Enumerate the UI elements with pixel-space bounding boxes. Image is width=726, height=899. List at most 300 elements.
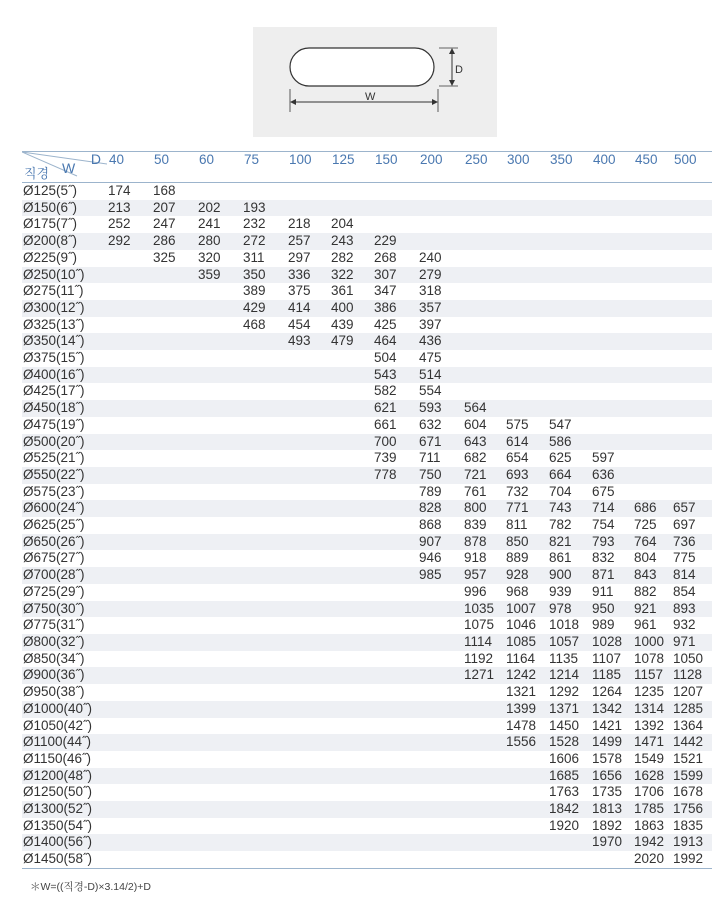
table-cell: 307 — [373, 267, 418, 284]
table-cell — [152, 333, 197, 350]
table-cell — [242, 718, 287, 735]
table-cell — [107, 651, 152, 668]
table-cell — [330, 784, 373, 801]
table-cell: 1185 — [591, 667, 633, 684]
table-row — [22, 768, 712, 785]
table-cell — [152, 434, 197, 451]
table-cell: 750 — [418, 467, 463, 484]
table-cell — [152, 718, 197, 735]
table-cell — [287, 617, 330, 634]
table-cell — [242, 484, 287, 501]
table-cell: 1164 — [506, 650, 536, 666]
table-cell — [591, 233, 633, 250]
table-cell: 743 — [548, 500, 591, 517]
table-cell: 1342 — [591, 701, 633, 718]
table-cell: 1392 — [634, 717, 665, 733]
table-row — [22, 634, 712, 651]
table-cell: 1756 — [672, 801, 712, 818]
table-cell: 322 — [330, 267, 373, 284]
row-diameter-label: Ø625(25˝) — [23, 517, 85, 533]
table-cell: 636 — [591, 467, 633, 484]
table-cell — [373, 550, 418, 567]
corner-header — [22, 152, 107, 183]
table-cell — [197, 751, 242, 768]
table-cell — [197, 784, 242, 801]
table-cell — [330, 367, 373, 384]
table-cell — [152, 784, 197, 801]
table-cell — [197, 300, 242, 317]
table-cell — [505, 383, 548, 400]
table-cell — [418, 233, 463, 250]
row-diameter-label: Ø425(17˝) — [23, 383, 85, 399]
table-cell — [242, 784, 287, 801]
table-cell — [287, 383, 330, 400]
table-cell — [107, 333, 152, 350]
column-header: 40 — [107, 152, 152, 183]
table-cell — [330, 484, 373, 501]
table-cell: 564 — [463, 400, 505, 417]
table-cell: 621 — [373, 400, 418, 417]
table-cell — [418, 200, 463, 217]
table-cell — [633, 434, 672, 451]
table-cell — [548, 333, 591, 350]
table-cell — [107, 317, 152, 334]
table-cell — [197, 818, 242, 835]
table-cell — [330, 851, 373, 868]
table-cell — [373, 834, 418, 851]
table-cell — [633, 450, 672, 467]
table-cell — [672, 216, 712, 233]
table-cell — [418, 634, 463, 651]
table-cell — [591, 383, 633, 400]
table-cell — [463, 734, 505, 751]
row-diameter-label: Ø150(6˝) — [22, 200, 107, 217]
table-cell — [505, 333, 548, 350]
table-cell — [672, 467, 712, 484]
table-cell: 946 — [419, 550, 442, 566]
table-row — [22, 283, 712, 300]
table-cell — [152, 634, 197, 651]
table-cell — [373, 216, 418, 233]
table-cell — [242, 550, 287, 567]
table-cell: 675 — [592, 483, 615, 499]
table-cell — [418, 216, 463, 233]
table-cell — [287, 183, 330, 200]
table-row — [22, 400, 712, 417]
table-cell: 732 — [506, 483, 529, 499]
table-cell — [591, 200, 633, 217]
row-diameter-label: Ø175(7˝) — [23, 216, 78, 232]
table-cell: 928 — [505, 567, 548, 584]
table-cell: 1813 — [591, 801, 633, 818]
row-diameter-label: Ø1450(58˝) — [22, 851, 107, 868]
row-diameter-label: Ø500(20˝) — [22, 434, 107, 451]
table-row — [22, 667, 712, 684]
table-cell: 1556 — [505, 734, 548, 751]
table-cell: 429 — [242, 300, 287, 317]
table-cell — [287, 500, 330, 517]
table-row — [22, 550, 712, 567]
table-cell — [672, 200, 712, 217]
table-cell — [107, 784, 152, 801]
table-cell: 1599 — [672, 768, 712, 785]
table-cell — [242, 734, 287, 751]
table-cell — [633, 383, 672, 400]
table-cell: 2020 — [633, 851, 672, 868]
table-cell — [463, 216, 505, 233]
corner-w-label: W — [62, 160, 76, 176]
table-cell — [548, 317, 591, 334]
table-cell — [287, 550, 330, 567]
table-cell — [633, 216, 672, 233]
table-cell: 682 — [464, 450, 487, 466]
table-cell — [330, 801, 373, 818]
table-cell — [287, 484, 330, 501]
table-cell: 207 — [152, 200, 197, 217]
table-cell — [197, 383, 242, 400]
table-cell — [672, 484, 712, 501]
table-cell — [107, 434, 152, 451]
table-cell: 978 — [548, 601, 591, 618]
row-diameter-label: Ø400(16˝) — [22, 367, 107, 384]
table-cell: 318 — [419, 283, 442, 299]
table-cell — [242, 584, 287, 601]
table-cell: 1478 — [506, 717, 537, 733]
table-cell: 1442 — [672, 734, 712, 751]
table-cell — [107, 684, 152, 701]
table-cell — [242, 500, 287, 517]
table-cell — [152, 801, 197, 818]
d-arrow-bottom — [449, 80, 455, 86]
table-cell — [242, 818, 287, 835]
table-row — [22, 183, 712, 200]
table-row — [22, 333, 712, 350]
column-header: 50 — [152, 152, 197, 183]
row-diameter-label: Ø550(22˝) — [22, 467, 107, 484]
table-cell: 232 — [243, 216, 266, 232]
table-row — [22, 567, 712, 584]
w-label: W — [365, 91, 376, 103]
table-cell: 325 — [153, 249, 176, 265]
table-cell — [197, 183, 242, 200]
table-cell — [152, 701, 197, 718]
table-cell — [672, 400, 712, 417]
table-cell: 1678 — [673, 784, 704, 800]
table-cell — [287, 417, 330, 434]
row-diameter-label: Ø725(29˝) — [23, 583, 85, 599]
table-cell — [418, 684, 463, 701]
table-cell — [287, 701, 330, 718]
corner-d-label: D — [90, 151, 101, 167]
table-cell: 882 — [634, 583, 657, 599]
table-cell — [287, 634, 330, 651]
table-cell — [197, 317, 242, 334]
table-cell — [287, 567, 330, 584]
table-cell — [287, 784, 330, 801]
table-cell — [197, 684, 242, 701]
table-cell — [373, 818, 418, 835]
table-cell — [287, 768, 330, 785]
table-cell: 661 — [374, 416, 397, 432]
table-cell — [373, 584, 418, 601]
table-cell: 843 — [633, 567, 672, 584]
table-cell — [373, 751, 418, 768]
table-cell: 657 — [672, 500, 712, 517]
table-cell — [197, 768, 242, 785]
table-cell — [672, 417, 712, 434]
table-cell: 359 — [197, 267, 242, 284]
table-cell — [197, 718, 242, 735]
table-cell — [548, 200, 591, 217]
table-cell — [107, 367, 152, 384]
table-cell — [197, 851, 242, 868]
table-cell: 800 — [463, 500, 505, 517]
slot-shape-drawing — [253, 27, 497, 137]
row-diameter-label: Ø1000(40˝) — [22, 701, 107, 718]
table-cell — [330, 383, 373, 400]
table-cell: 193 — [242, 200, 287, 217]
table-cell — [672, 317, 712, 334]
table-cell — [463, 851, 505, 868]
table-cell: 893 — [672, 601, 712, 618]
table-row — [22, 534, 712, 551]
table-cell — [107, 801, 152, 818]
table-cell — [197, 651, 242, 668]
table-cell: 871 — [591, 567, 633, 584]
table-cell — [548, 834, 591, 851]
table-cell — [418, 601, 463, 618]
table-row — [22, 200, 712, 217]
table-cell — [287, 684, 330, 701]
table-cell: 257 — [287, 233, 330, 250]
table-cell — [373, 684, 418, 701]
table-cell — [107, 634, 152, 651]
table-cell — [330, 768, 373, 785]
table-cell — [672, 383, 712, 400]
table-row — [22, 233, 712, 250]
table-cell: 1235 — [634, 684, 665, 700]
table-cell — [548, 400, 591, 417]
table-cell: 593 — [418, 400, 463, 417]
table-cell — [242, 601, 287, 618]
table-cell: 814 — [672, 567, 712, 584]
table-cell — [330, 534, 373, 551]
table-cell — [330, 667, 373, 684]
table-cell: 168 — [153, 183, 176, 198]
table-cell — [373, 784, 418, 801]
table-cell — [107, 818, 152, 835]
table-cell: 1018 — [549, 617, 580, 633]
table-cell: 821 — [548, 534, 591, 551]
table-cell — [107, 283, 152, 300]
table-row — [22, 784, 712, 801]
table-cell: 1685 — [548, 768, 591, 785]
table-cell: 397 — [419, 316, 442, 332]
table-cell — [197, 350, 242, 367]
table-cell — [107, 550, 152, 567]
table-cell: 957 — [463, 567, 505, 584]
table-cell — [591, 250, 633, 267]
table-cell — [152, 601, 197, 618]
table-cell — [548, 283, 591, 300]
table-cell — [373, 768, 418, 785]
table-cell — [463, 333, 505, 350]
table-cell — [152, 300, 197, 317]
table-cell — [152, 851, 197, 868]
table-cell — [505, 233, 548, 250]
table-cell: 414 — [287, 300, 330, 317]
table-cell: 828 — [418, 500, 463, 517]
table-cell — [287, 400, 330, 417]
table-cell — [591, 300, 633, 317]
table-cell: 754 — [592, 517, 615, 533]
table-cell: 202 — [197, 200, 242, 217]
table-cell — [152, 283, 197, 300]
table-cell — [505, 751, 548, 768]
table-cell: 252 — [108, 216, 131, 232]
table-cell: 1157 — [633, 667, 672, 684]
table-cell: 778 — [373, 467, 418, 484]
table-cell — [591, 350, 633, 367]
table-cell: 804 — [634, 550, 657, 566]
table-cell: 389 — [243, 283, 266, 299]
table-cell: 771 — [505, 500, 548, 517]
table-cell: 632 — [419, 416, 442, 432]
table-cell — [197, 734, 242, 751]
table-cell — [373, 500, 418, 517]
table-cell: 1471 — [633, 734, 672, 751]
table-cell — [330, 200, 373, 217]
table-row — [22, 517, 712, 534]
table-cell — [242, 417, 287, 434]
table-cell — [548, 267, 591, 284]
table-cell: 1970 — [591, 834, 633, 851]
table-cell: 229 — [373, 233, 418, 250]
table-cell — [152, 317, 197, 334]
row-diameter-label: Ø575(23˝) — [23, 483, 85, 499]
table-cell — [505, 818, 548, 835]
table-cell — [548, 233, 591, 250]
table-cell — [633, 317, 672, 334]
table-cell — [591, 400, 633, 417]
table-cell — [152, 617, 197, 634]
table-cell — [633, 333, 672, 350]
table-cell — [672, 450, 712, 467]
slot-outline — [290, 48, 434, 86]
table-cell — [287, 450, 330, 467]
table-cell — [505, 784, 548, 801]
table-cell — [287, 667, 330, 684]
table-cell: 1628 — [633, 768, 672, 785]
table-cell — [107, 450, 152, 467]
table-cell: 736 — [672, 534, 712, 551]
table-cell — [152, 350, 197, 367]
table-cell — [418, 834, 463, 851]
table-cell — [463, 233, 505, 250]
table-cell: 464 — [373, 333, 418, 350]
d-label: D — [455, 64, 463, 76]
table-cell — [242, 400, 287, 417]
table-cell — [152, 567, 197, 584]
table-cell — [287, 584, 330, 601]
table-cell — [107, 584, 152, 601]
table-cell: 889 — [506, 550, 529, 566]
row-diameter-label: Ø375(15˝) — [23, 350, 85, 366]
table-cell — [107, 851, 152, 868]
table-cell — [672, 434, 712, 451]
table-cell: 1499 — [591, 734, 633, 751]
table-cell — [418, 751, 463, 768]
table-cell — [373, 634, 418, 651]
table-cell — [373, 567, 418, 584]
corner-diameter-label: 직경 — [24, 166, 50, 181]
table-cell: 243 — [330, 233, 373, 250]
table-cell — [197, 367, 242, 384]
table-cell — [463, 818, 505, 835]
table-cell — [505, 801, 548, 818]
table-cell: 911 — [592, 583, 614, 599]
row-diameter-label: Ø200(8˝) — [22, 233, 107, 250]
table-cell — [463, 350, 505, 367]
table-cell: 468 — [243, 316, 266, 332]
table-cell — [197, 634, 242, 651]
table-cell: 861 — [549, 550, 572, 566]
table-cell: 400 — [330, 300, 373, 317]
table-cell — [418, 818, 463, 835]
column-header: 300 — [505, 152, 548, 183]
table-cell: 714 — [591, 500, 633, 517]
table-row — [22, 801, 712, 818]
table-cell — [197, 417, 242, 434]
table-cell: 582 — [374, 383, 397, 399]
table-cell: 700 — [373, 434, 418, 451]
table-cell: 1549 — [634, 750, 665, 766]
row-diameter-label: Ø650(26˝) — [22, 534, 107, 551]
column-header: 200 — [418, 152, 463, 183]
table-cell — [418, 667, 463, 684]
table-cell — [505, 768, 548, 785]
table-cell: 764 — [633, 534, 672, 551]
table-cell: 1028 — [591, 634, 633, 651]
table-cell: 543 — [373, 367, 418, 384]
table-cell — [418, 701, 463, 718]
table-cell: 357 — [418, 300, 463, 317]
table-cell: 1521 — [673, 750, 704, 766]
table-row — [22, 250, 712, 267]
table-cell: 1450 — [549, 717, 580, 733]
table-cell — [591, 283, 633, 300]
table-cell — [287, 751, 330, 768]
table-cell: 1114 — [463, 634, 505, 651]
table-cell — [152, 584, 197, 601]
table-cell — [672, 283, 712, 300]
table-cell — [242, 333, 287, 350]
table-cell — [197, 500, 242, 517]
table-cell: 1920 — [549, 817, 580, 833]
table-cell — [591, 417, 633, 434]
table-cell: 1207 — [673, 684, 704, 700]
table-cell: 711 — [419, 450, 441, 466]
table-cell — [287, 517, 330, 534]
table-row — [22, 484, 712, 501]
table-cell — [107, 751, 152, 768]
table-cell: 704 — [549, 483, 572, 499]
table-cell — [197, 701, 242, 718]
table-cell: 1763 — [549, 784, 580, 800]
table-cell — [672, 350, 712, 367]
table-cell — [463, 267, 505, 284]
table-row — [22, 367, 712, 384]
